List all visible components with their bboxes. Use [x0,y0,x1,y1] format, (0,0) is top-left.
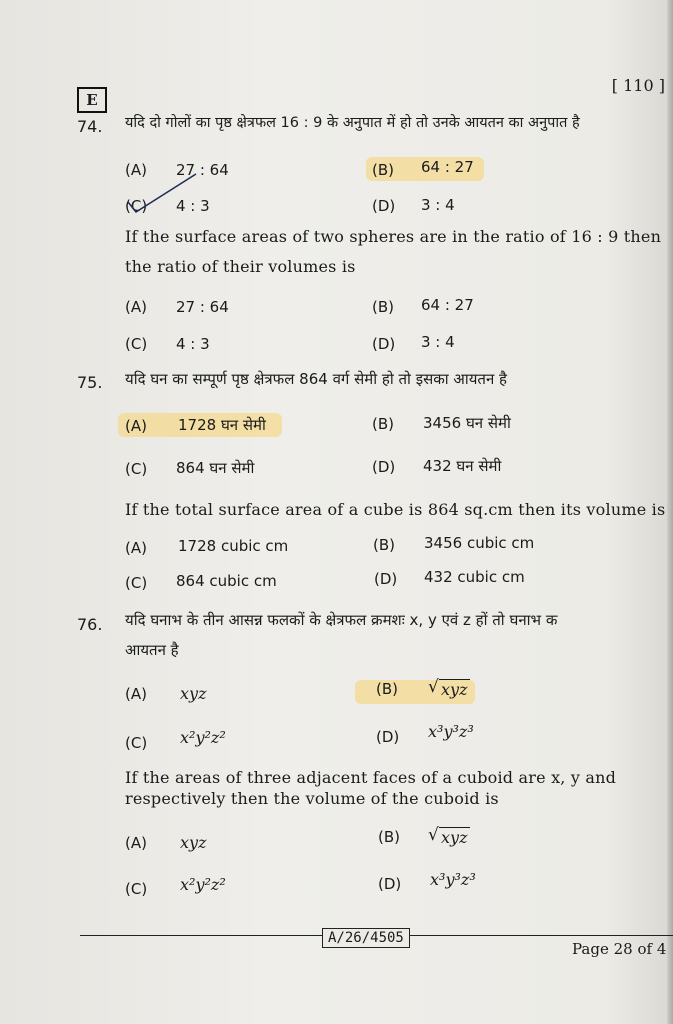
option-value [428,825,470,847]
option-label: (B) [376,680,398,698]
question-text-hindi: यदि घन का सम्पूर्ण पृष्ठ क्षेत्रफल 864 वर्ग सेमी हो तो इसका आयतन है [125,370,508,388]
option-value: 864 cubic cm [176,572,277,590]
option-label: (B) [372,298,394,316]
option-label: (C) [125,574,148,592]
option-label: (A) [125,161,147,179]
option-label: (D) [374,570,398,588]
option-value: 432 cubic cm [424,568,525,586]
option-value: 432 घन सेमी [423,457,502,475]
option-label: (B) [372,161,394,179]
question-text-hindi-line: आयतन है [125,641,179,659]
question-text-english-line: the ratio of their volumes is [125,257,356,276]
option-label: (C) [125,460,148,478]
option-value: 27 : 64 [176,298,229,316]
option-label: (A) [125,834,147,852]
option-value: x³y³z³ [428,722,474,741]
footer-paper-code: A/26/4505 [322,928,410,948]
question-text-english-line: respectively then the volume of the cuboid is [125,789,499,808]
sqrt-symbol: √ xyz [428,677,468,699]
option-label: (D) [372,197,396,215]
option-value: x²y²z² [180,728,226,747]
option-label: (D) [376,728,400,746]
option-label: (A) [125,539,147,557]
footer-page-number: Page 28 of 4 [572,940,667,958]
question-text-english-line: If the surface areas of two spheres are in the ratio of 16 : 9 then [125,227,662,246]
option-value: x²y²z² [180,875,226,894]
sqrt-symbol: √ xyz [428,825,468,847]
option-label: (D) [378,875,402,893]
option-value: 1728 घन सेमी [178,416,266,434]
option-value [428,677,470,699]
option-value: 3 : 4 [421,196,455,214]
option-value: x³y³z³ [430,870,476,889]
option-value: 3 : 4 [421,333,455,351]
option-label: (C) [125,880,148,898]
option-label: (B) [372,415,394,433]
option-label: (A) [125,298,147,316]
pen-tick-mark [126,168,206,218]
question-text-english-line: If the areas of three adjacent faces of a cuboid are x, y and [125,768,617,787]
option-label: (D) [372,458,396,476]
option-label: (C) [125,335,148,353]
question-number: 76. [77,615,103,634]
page-edge [667,0,673,1024]
question-text-hindi: यदि दो गोलों का पृष्ठ क्षेत्रफल 16 : 9 के अनुपात में हो तो उनके आयतन का अनुपात है [125,115,580,131]
option-value: 4 : 3 [176,335,210,353]
option-value: 3456 cubic cm [424,534,535,552]
question-number: 74. [77,117,103,136]
option-value: 1728 cubic cm [178,537,289,555]
option-value: xyz [180,833,207,852]
question-text-english-line: If the total surface area of a cube is 864 sq.cm then its volume is [125,500,666,519]
option-value: 64 : 27 [421,158,474,176]
option-label: (C) [125,734,148,752]
option-value: 64 : 27 [421,296,474,314]
option-label: (D) [372,335,396,353]
option-value: xyz [180,684,207,703]
option-label: (C) [125,197,148,215]
set-code-box: E [77,87,107,113]
option-value: 864 घन सेमी [176,459,255,477]
option-value: 27 : 64 [176,161,229,179]
option-value: 3456 घन सेमी [423,414,511,432]
option-label: (A) [125,417,147,435]
option-label: (B) [373,536,395,554]
question-number: 75. [77,373,103,392]
option-label: (B) [378,828,400,846]
question-text-hindi-line: यदि घनाभ के तीन आसन्न फलकों के क्षेत्रफल क्रमशः x, y एवं z हों तो घनाभ क [125,611,558,629]
option-value: 4 : 3 [176,197,210,215]
page-tag: [ 110 ] [611,76,665,95]
option-label: (A) [125,685,147,703]
